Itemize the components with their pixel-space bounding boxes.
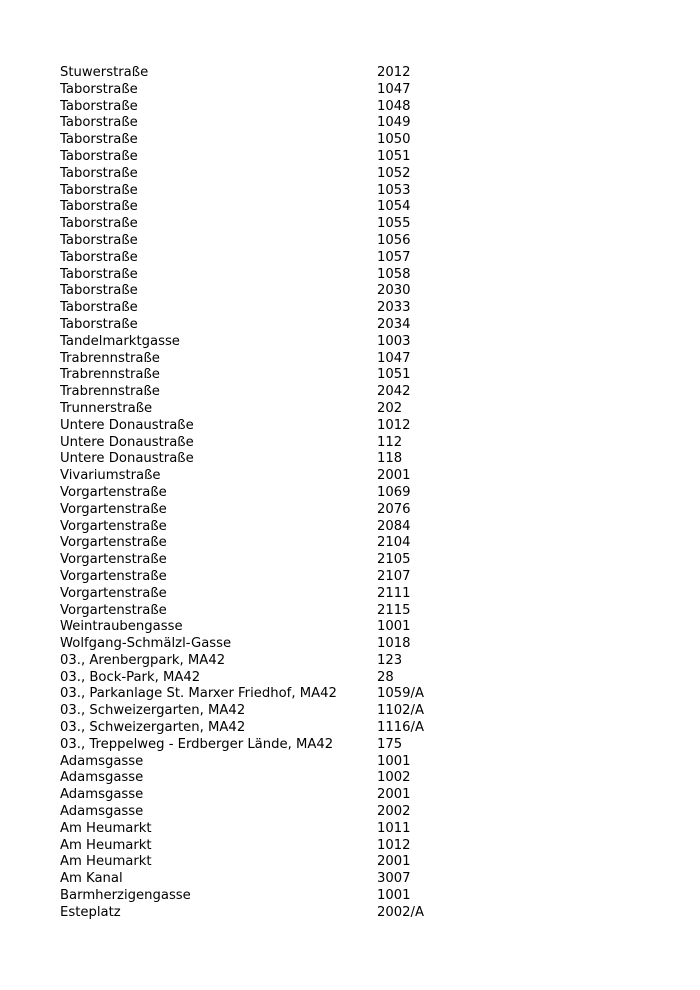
list-item <box>60 435 660 452</box>
list-item <box>60 586 660 603</box>
list-item <box>60 65 660 82</box>
location-number: 1047 <box>377 350 411 366</box>
location-number: 1055 <box>377 216 411 232</box>
location-number: 1018 <box>377 636 411 652</box>
location-number: 123 <box>377 652 403 668</box>
street-name: Taborstraße <box>60 300 138 316</box>
street-name: 03., Parkanlage St. Marxer Friedhof, MA42 <box>60 686 337 702</box>
list-item <box>60 82 660 99</box>
list-item <box>60 233 660 250</box>
location-number: 202 <box>377 400 403 416</box>
street-number-list <box>60 65 660 922</box>
location-number: 118 <box>377 451 403 467</box>
list-item <box>60 670 660 687</box>
street-name: Vorgartenstraße <box>60 501 167 517</box>
street-name: Vorgartenstraße <box>60 518 167 534</box>
location-number: 1056 <box>377 232 411 248</box>
street-name: Barmherzigengasse <box>60 888 191 904</box>
street-name: Untere Donaustraße <box>60 451 194 467</box>
street-name: Vorgartenstraße <box>60 602 167 618</box>
location-number: 1059/A <box>377 686 425 702</box>
street-name: Taborstraße <box>60 216 138 232</box>
street-name: Untere Donaustraße <box>60 417 194 433</box>
location-number: 1058 <box>377 266 411 282</box>
location-number: 2115 <box>377 602 411 618</box>
street-name: Trabrennstraße <box>60 350 160 366</box>
street-name: Taborstraße <box>60 316 138 332</box>
street-name: 03., Schweizergarten, MA42 <box>60 720 246 736</box>
street-name: Taborstraße <box>60 148 138 164</box>
list-item <box>60 619 660 636</box>
street-name: Am Kanal <box>60 871 123 887</box>
list-item <box>60 821 660 838</box>
street-name: 03., Arenbergpark, MA42 <box>60 652 226 668</box>
list-item <box>60 334 660 351</box>
street-name: Am Heumarkt <box>60 854 152 870</box>
street-name: Vorgartenstraße <box>60 585 167 601</box>
street-name: Tandelmarktgasse <box>60 333 180 349</box>
street-name: Trabrennstraße <box>60 384 160 400</box>
list-item <box>60 468 660 485</box>
street-name: Taborstraße <box>60 165 138 181</box>
location-number: 2012 <box>377 65 411 80</box>
list-item <box>60 770 660 787</box>
list-item <box>60 183 660 200</box>
list-item <box>60 502 660 519</box>
street-name: 03., Treppelweg - Erdberger Lände, MA42 <box>60 736 334 752</box>
location-number: 1012 <box>377 417 411 433</box>
location-number: 1001 <box>377 888 411 904</box>
street-name: Vorgartenstraße <box>60 568 167 584</box>
list-item <box>60 199 660 216</box>
list-item <box>60 132 660 149</box>
list-item <box>60 418 660 435</box>
list-item <box>60 535 660 552</box>
location-number: 1057 <box>377 249 411 265</box>
street-name: Adamsgasse <box>60 787 144 803</box>
street-name: 03., Schweizergarten, MA42 <box>60 703 246 719</box>
location-number: 1052 <box>377 165 411 181</box>
list-item <box>60 838 660 855</box>
street-name: Adamsgasse <box>60 753 144 769</box>
street-name: Untere Donaustraße <box>60 434 194 450</box>
location-number: 1051 <box>377 367 411 383</box>
street-name: Vorgartenstraße <box>60 484 167 500</box>
list-item <box>60 216 660 233</box>
street-name: Adamsgasse <box>60 770 144 786</box>
location-number: 1012 <box>377 837 411 853</box>
list-item <box>60 166 660 183</box>
location-number: 1116/A <box>377 720 425 736</box>
list-item <box>60 401 660 418</box>
list-item <box>60 267 660 284</box>
street-name: Taborstraße <box>60 199 138 215</box>
location-number: 2001 <box>377 468 411 484</box>
street-name: Am Heumarkt <box>60 820 152 836</box>
location-number: 2105 <box>377 552 411 568</box>
list-item <box>60 888 660 905</box>
location-number: 2002 <box>377 804 411 820</box>
list-item <box>60 636 660 653</box>
street-name: Wolfgang-Schmälzl-Gasse <box>60 636 232 652</box>
location-number: 1051 <box>377 148 411 164</box>
location-number: 1054 <box>377 199 411 215</box>
street-name: Taborstraße <box>60 115 138 131</box>
location-number: 2104 <box>377 535 411 551</box>
list-item <box>60 737 660 754</box>
street-name: Taborstraße <box>60 266 138 282</box>
list-item <box>60 451 660 468</box>
location-number: 2107 <box>377 568 411 584</box>
location-number: 1003 <box>377 333 411 349</box>
list-item <box>60 720 660 737</box>
list-item <box>60 99 660 116</box>
location-number: 2001 <box>377 854 411 870</box>
location-number: 1047 <box>377 81 411 97</box>
location-number: 2076 <box>377 501 411 517</box>
location-number: 175 <box>377 736 403 752</box>
location-number: 2001 <box>377 787 411 803</box>
street-name: Weintraubengasse <box>60 619 183 635</box>
street-name: Taborstraße <box>60 249 138 265</box>
street-name: Am Heumarkt <box>60 837 152 853</box>
street-name: Trunnerstraße <box>60 400 153 416</box>
list-item <box>60 854 660 871</box>
list-item <box>60 317 660 334</box>
list-item <box>60 115 660 132</box>
location-number: 1053 <box>377 182 411 198</box>
street-name: Taborstraße <box>60 182 138 198</box>
location-number: 1011 <box>377 820 411 836</box>
street-name: Taborstraße <box>60 98 138 114</box>
location-number: 2042 <box>377 384 411 400</box>
list-item <box>60 384 660 401</box>
list-item <box>60 686 660 703</box>
street-name: Vivariumstraße <box>60 468 161 484</box>
list-item <box>60 485 660 502</box>
street-name: Taborstraße <box>60 232 138 248</box>
street-name: Adamsgasse <box>60 804 144 820</box>
location-number: 1001 <box>377 753 411 769</box>
list-item <box>60 283 660 300</box>
street-name: Vorgartenstraße <box>60 535 167 551</box>
street-name: Taborstraße <box>60 132 138 148</box>
list-item <box>60 871 660 888</box>
location-number: 1102/A <box>377 703 425 719</box>
location-number: 1049 <box>377 115 411 131</box>
location-number: 1048 <box>377 98 411 114</box>
list-item <box>60 804 660 821</box>
list-item <box>60 569 660 586</box>
location-number: 1001 <box>377 619 411 635</box>
location-number: 2034 <box>377 316 411 332</box>
list-item <box>60 653 660 670</box>
list-item <box>60 552 660 569</box>
street-name: Esteplatz <box>60 904 121 920</box>
list-item <box>60 367 660 384</box>
location-number: 1050 <box>377 132 411 148</box>
location-number: 1002 <box>377 770 411 786</box>
location-number: 2084 <box>377 518 411 534</box>
location-number: 1069 <box>377 484 411 500</box>
location-number: 2002/A <box>377 904 425 920</box>
location-number: 2030 <box>377 283 411 299</box>
list-item <box>60 754 660 771</box>
list-item <box>60 351 660 368</box>
street-name: Vorgartenstraße <box>60 552 167 568</box>
list-item <box>60 703 660 720</box>
street-name: Taborstraße <box>60 283 138 299</box>
list-item <box>60 603 660 620</box>
street-name: Trabrennstraße <box>60 367 160 383</box>
location-number: 3007 <box>377 871 411 887</box>
location-number: 2033 <box>377 300 411 316</box>
list-item <box>60 905 660 922</box>
list-item <box>60 149 660 166</box>
location-number: 112 <box>377 434 403 450</box>
location-number: 2111 <box>377 585 411 601</box>
street-name: Stuwerstraße <box>60 65 149 80</box>
street-name: Taborstraße <box>60 81 138 97</box>
location-number: 28 <box>377 669 394 685</box>
list-item <box>60 250 660 267</box>
street-name: 03., Bock-Park, MA42 <box>60 669 201 685</box>
list-item <box>60 787 660 804</box>
list-item <box>60 519 660 536</box>
list-item <box>60 300 660 317</box>
